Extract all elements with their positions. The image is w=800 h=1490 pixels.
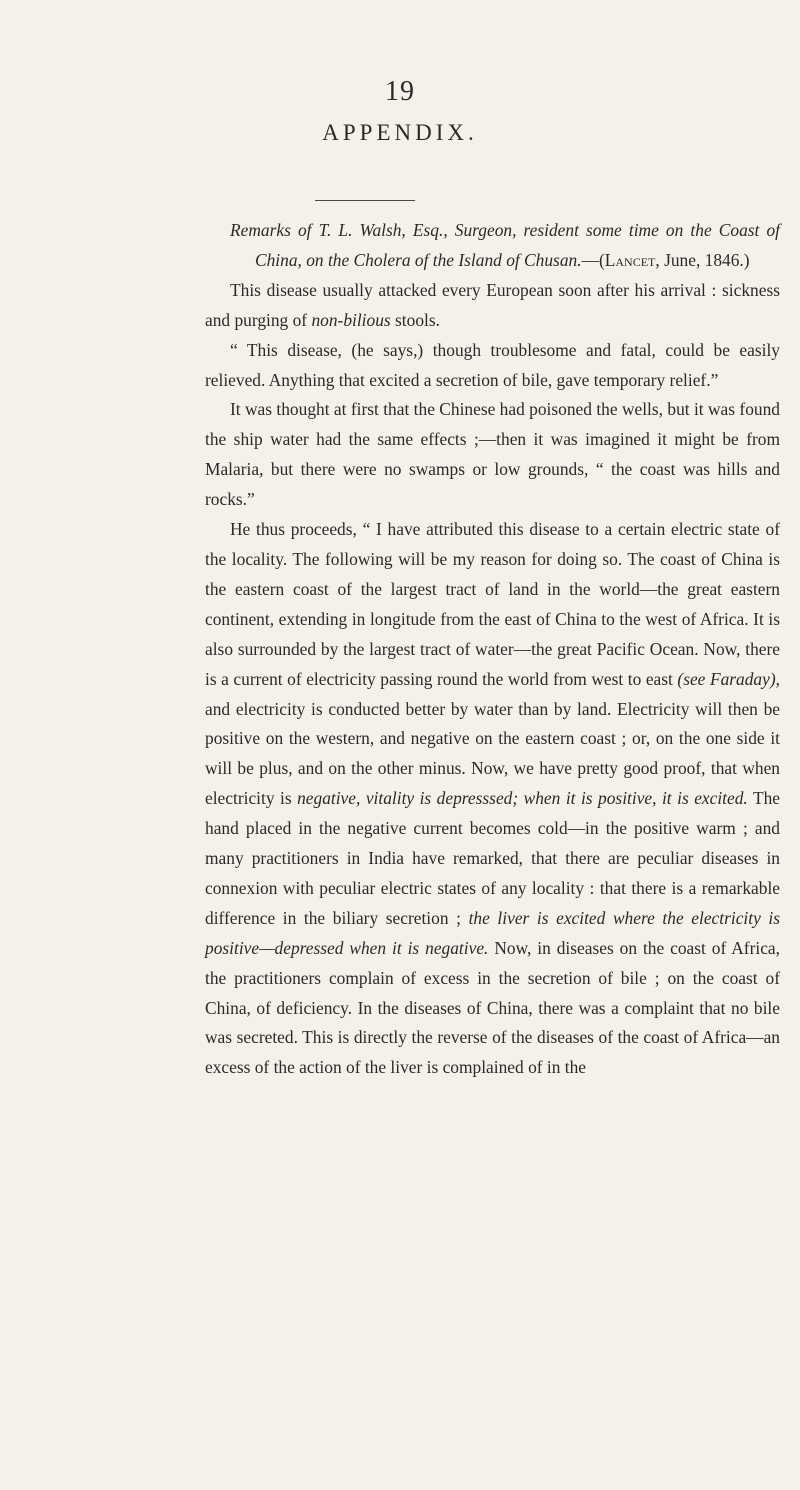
- article-caption: [230, 216, 780, 276]
- caption-source-prefix: —(: [581, 249, 605, 270]
- paragraph-4-text-b: , and electricity is conducted better by water than by land. Electricity will then be positive on the western, and negative on the eastern coast ; or, on the one side it will be plus, and on the other minus. Now, we have pretty good proof, that when electricity is: [205, 668, 780, 809]
- body-text: [205, 216, 780, 1083]
- paragraph-4-emphasis-1: (see Faraday): [677, 668, 776, 689]
- paragraph-4-text-d: Now, in diseases on the coast of Africa, the practitioners complain of excess in the secretion of bile ; on the coast of China, of deficiency. In the diseases of China, there was a complaint that no bile was secreted. This is directly the reverse of the diseases of the coast of Africa—an excess of the action of the liver is complained of in the: [205, 937, 780, 1078]
- caption-title: Remarks of T. L. Walsh, Esq., Surgeon, resident some time on the Coast of China, on the Cholera of the Island of Chusan.: [230, 220, 780, 270]
- paragraph-4-emphasis-3: the liver is excited where the electricity is positive—depressed when it is negative.: [205, 907, 780, 958]
- page-number: 19: [385, 76, 415, 107]
- section-heading: APPENDIX.: [322, 120, 478, 145]
- caption-source-name: Lancet: [604, 249, 656, 270]
- caption-source-suffix: , June, 1846.): [655, 249, 750, 270]
- paragraph-4-emphasis-2: negative, vitality is depresssed; when it is positive, it is excited.: [297, 788, 748, 809]
- paragraph-4-text-c: The hand placed in the negative current becomes cold—in the positive warm ; and many practitioners in India have remarked, that there are peculiar diseases in connexion with peculiar electric states of any locality : that there is a remarkable difference in the biliary secretion ;: [205, 788, 780, 928]
- paragraph-2: “ This disease, (he says,) though troublesome and fatal, could be easily relieved. Anything that excited a secretion of bile, gave temporary relief.”: [205, 339, 780, 390]
- paragraph-4: [205, 515, 780, 1083]
- paragraph-1-text-b: stools.: [390, 309, 440, 330]
- paragraph-1-emphasis: non-bilious: [311, 309, 391, 330]
- paragraph-4-text-a: He thus proceeds, “ I have attributed this disease to a certain electric state of the locality. The following will be my reason for doing so. The coast of China is the eastern coast of the largest tract of land in the world—the great eastern continent, extending in longitude from the east of China to the west of Africa. It is also surrounded by the largest tract of water—the great Pacific Ocean. Now, there is a current of electricity passing round the world from west to east: [205, 519, 780, 689]
- paragraph-3: It was thought at first that the Chinese had poisoned the wells, but it was found the ship water had the same effects ;—then it was imagined it might be from Malaria, but there were no swamps or low grounds, “ the coast was hills and rocks.”: [205, 399, 780, 510]
- heading-rule: [315, 200, 415, 201]
- paragraph-1: [205, 276, 780, 336]
- paragraph-1-text-a: This disease usually attacked every European soon after his arrival : sickness and purging of: [205, 279, 780, 330]
